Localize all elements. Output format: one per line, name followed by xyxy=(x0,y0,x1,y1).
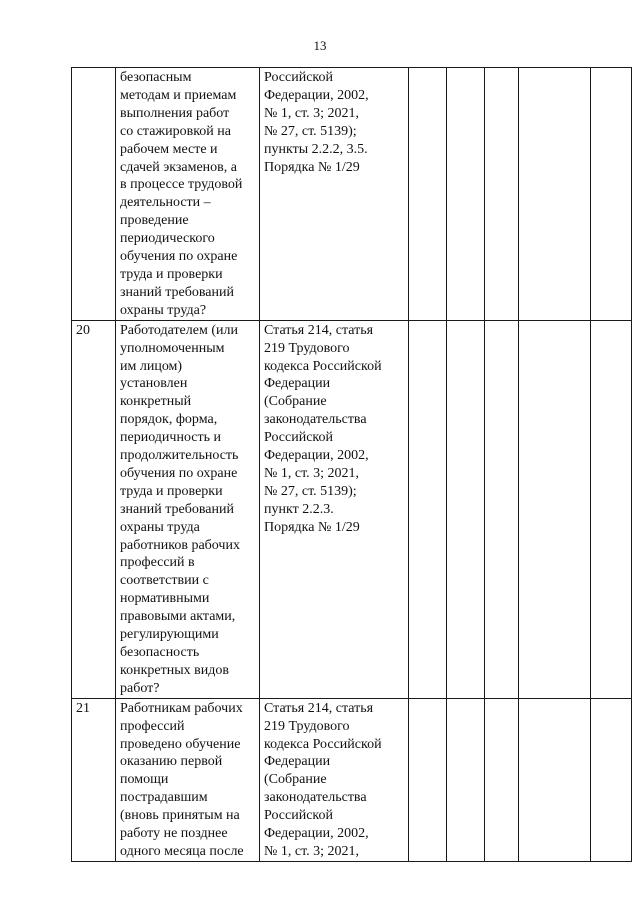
reference-line: Статья 214, статья xyxy=(264,322,374,338)
question-line: периодичность и xyxy=(120,430,222,446)
answer-cell xyxy=(409,68,447,321)
question-cell xyxy=(116,320,260,698)
question-line: регулирующими xyxy=(120,627,219,643)
question-line: пострадавшим xyxy=(120,790,208,806)
question-line: периодического xyxy=(120,231,215,247)
reference-line: законодательства xyxy=(264,790,367,806)
reference-line: № 27, ст. 5139); xyxy=(264,483,357,499)
reference-line: пункт 2.2.3. xyxy=(264,501,334,517)
reference-line: Федерации xyxy=(264,376,331,392)
question-line: работу не позднее xyxy=(120,826,228,842)
legal-reference-cell xyxy=(260,68,409,321)
reference-line: Российской xyxy=(264,808,333,824)
answer-cell xyxy=(519,698,591,861)
answer-cell xyxy=(409,320,447,698)
reference-line: № 1, ст. 3; 2021, xyxy=(264,105,360,121)
question-line: обучения по охране xyxy=(120,249,238,265)
table-row xyxy=(72,68,632,321)
answer-cell xyxy=(447,68,485,321)
question-line: рабочем месте и xyxy=(120,141,218,157)
page-number: 13 xyxy=(313,38,327,53)
row-number-cell xyxy=(72,68,116,321)
question-line: Работникам рабочих xyxy=(120,700,243,716)
question-line: Работодателем (или xyxy=(120,322,238,338)
reference-line: Федерации, 2002, xyxy=(264,448,369,464)
question-line: профессий в xyxy=(120,555,195,571)
question-line: правовыми актами, xyxy=(120,609,236,625)
reference-line: № 1, ст. 3; 2021, xyxy=(264,843,360,859)
question-line: профессий xyxy=(120,718,185,734)
reference-line: Российской xyxy=(264,430,333,446)
reference-line: Порядка № 1/29 xyxy=(264,519,360,535)
question-line: охраны труда xyxy=(120,519,200,535)
question-cell xyxy=(116,698,260,861)
question-line: обучения по охране xyxy=(120,465,238,481)
checklist-table xyxy=(71,67,632,862)
question-line: безопасность xyxy=(120,645,200,660)
question-line: оказанию первой xyxy=(120,754,223,770)
table-row xyxy=(72,320,632,698)
reference-line: (Собрание xyxy=(264,772,327,788)
reference-line: Федерации, 2002, xyxy=(264,826,369,842)
reference-line: № 1, ст. 3; 2021, xyxy=(264,465,360,481)
question-line: (вновь принятым на xyxy=(120,808,240,824)
question-line: конкретный xyxy=(120,394,192,410)
question-line: труда и проверки xyxy=(120,483,223,499)
checklist-body xyxy=(72,68,632,862)
question-line: нормативными xyxy=(120,591,210,607)
reference-line: Порядка № 1/29 xyxy=(264,159,360,175)
question-line: безопасным xyxy=(120,70,192,85)
question-line: со стажировкой на xyxy=(120,123,231,139)
answer-cell xyxy=(591,320,632,698)
question-line: охраны труда? xyxy=(120,302,207,318)
question-line: выполнения работ xyxy=(120,105,230,121)
question-line: проведено обучение xyxy=(120,736,241,752)
answer-cell xyxy=(591,698,632,861)
reference-line: Российской xyxy=(264,70,333,85)
question-line: проведение xyxy=(120,213,189,229)
question-line: методам и приемам xyxy=(120,87,237,103)
reference-line: Федерации xyxy=(264,754,331,770)
reference-line: 219 Трудового xyxy=(264,340,350,356)
reference-line: пункты 2.2.2, 3.5. xyxy=(264,141,368,157)
question-line: продолжительность xyxy=(120,448,239,464)
answer-cell xyxy=(485,68,519,321)
legal-reference-cell xyxy=(260,320,409,698)
reference-line: 219 Трудового xyxy=(264,718,350,734)
answer-cell xyxy=(485,320,519,698)
question-cell xyxy=(116,68,260,321)
answer-cell xyxy=(485,698,519,861)
question-line: знаний требований xyxy=(120,284,234,300)
question-line: порядок, форма, xyxy=(120,412,218,428)
question-line: конкретных видов xyxy=(120,662,229,678)
reference-line: кодекса Российской xyxy=(264,358,382,374)
answer-cell xyxy=(447,698,485,861)
question-line: знаний требований xyxy=(120,501,234,517)
question-line: соответствии с xyxy=(120,573,209,589)
question-line: уполномоченным xyxy=(120,340,225,356)
question-line: помощи xyxy=(120,772,169,788)
reference-line: законодательства xyxy=(264,412,367,428)
answer-cell xyxy=(591,68,632,321)
question-line: труда и проверки xyxy=(120,266,223,282)
legal-reference-cell xyxy=(260,698,409,861)
reference-line: № 27, ст. 5139); xyxy=(264,123,357,139)
answer-cell xyxy=(519,68,591,321)
question-line: одного месяца после xyxy=(120,843,244,859)
question-line: в процессе трудовой xyxy=(120,177,243,193)
question-line: сдачей экзаменов, а xyxy=(120,159,237,175)
reference-line: (Собрание xyxy=(264,394,327,410)
question-line: деятельности – xyxy=(120,195,211,211)
row-number-cell: 21 xyxy=(72,698,116,861)
reference-line: Федерации, 2002, xyxy=(264,87,369,103)
answer-cell xyxy=(519,320,591,698)
row-number-cell: 20 xyxy=(72,320,116,698)
answer-cell xyxy=(409,698,447,861)
question-line: работников рабочих xyxy=(120,537,240,553)
reference-line: Статья 214, статья xyxy=(264,700,374,716)
question-line: им лицом) xyxy=(120,358,183,374)
reference-line: кодекса Российской xyxy=(264,736,382,752)
answer-cell xyxy=(447,320,485,698)
question-line: работ? xyxy=(120,680,160,696)
question-line: установлен xyxy=(120,376,188,392)
table-row xyxy=(72,698,632,861)
